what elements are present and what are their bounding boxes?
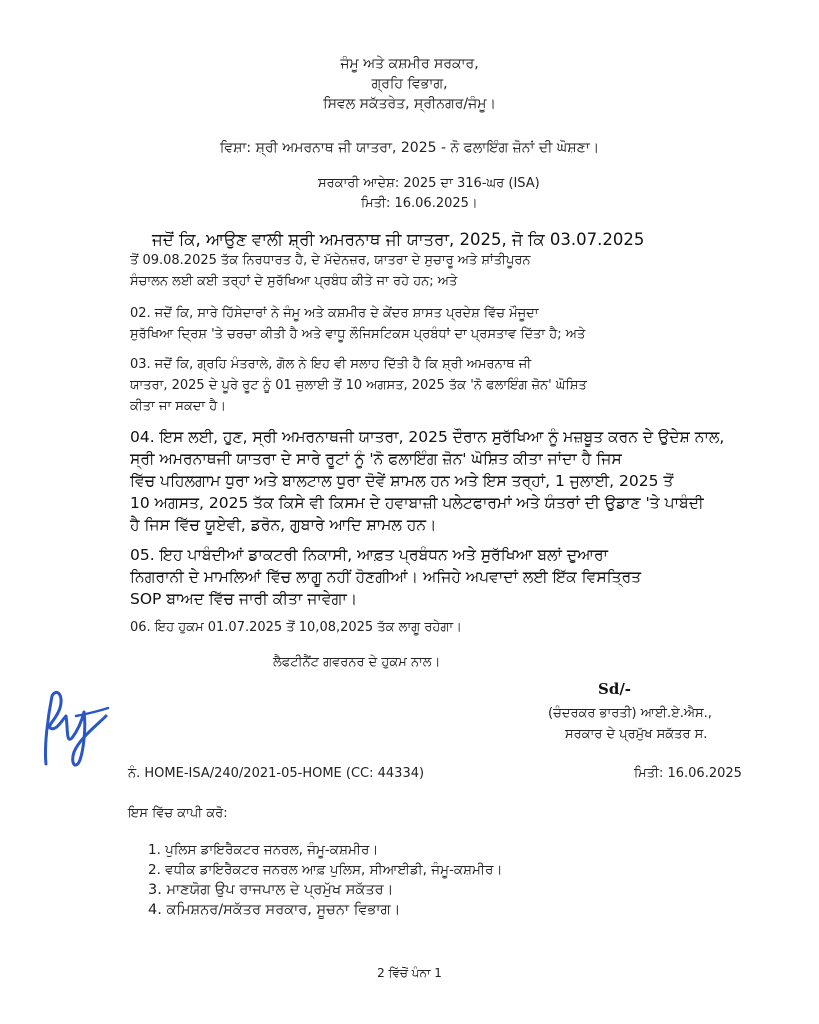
department-line-3: ਸਿਵਲ ਸਕੱਤਰੇਤ, ਸ੍ਰੀਨਗਰ/ਜੰਮੂ। [323,96,496,112]
reference-number: ਨੰ. HOME-ISA/240/2021-05-HOME (CC: 44334) [128,766,425,781]
paragraph-1-line: ਜਦੋਂ ਕਿ, ਆਉਣ ਵਾਲੀ ਸ਼੍ਰੀ ਅਮਰਨਾਥ ਜੀ ਯਾਤਰਾ, 2025, ਜੋ ਕਿ 03.07.2025 [152,230,645,249]
list-item: 3. ਮਾਣਯੋਗ ਉਪ ਰਾਜਪਾਲ ਦੇ ਪ੍ਰਮੁੱਖ ਸਕੱਤਰ। [148,882,394,898]
order-number: ਸਰਕਾਰੀ ਆਦੇਸ਼: 2025 ਦਾ 316-ਘਰ (ISA) [318,176,540,191]
department-line-2: ਗ੍ਰਹਿ ਵਿਭਾਗ, [371,76,448,92]
paragraph-1-line: ਸੰਚਾਲਨ ਲਈ ਕਈ ਤਰ੍ਹਾਂ ਦੇ ਸੁਰੱਖਿਆ ਪ੍ਰਬੰਧ ਕੀਤੇ ਜਾ ਰਹੇ ਹਨ; ਅਤੇ [130,274,458,289]
paragraph-5-line: 05. ਇਹ ਪਾਬੰਦੀਆਂ ਡਾਕਟਰੀ ਨਿਕਾਸੀ, ਆਫ਼ਤ ਪ੍ਰਬੰਧਨ ਅਤੇ ਸੁਰੱਖਿਆ ਬਲਾਂ ਦੁਆਰਾ [130,546,608,564]
paragraph-4-line: ਸ੍ਰੀ ਅਮਰਨਾਥਜੀ ਯਾਤਰਾ ਦੇ ਸਾਰੇ ਰੂਟਾਂ ਨੂੰ 'ਨੋ ਫਲਾਇੰਗ ਜ਼ੋਨ' ਘੋਸ਼ਿਤ ਕੀਤਾ ਜਾਂਦਾ ਹੈ ਜਿਸ [130,450,622,468]
department-line-1: ਜੰਮੂ ਅਤੇ ਕਸ਼ਮੀਰ ਸਰਕਾਰ, [340,56,479,72]
list-item: 2. ਵਧੀਕ ਡਾਇਰੈਕਟਰ ਜਨਰਲ ਆਫ਼ ਪੁਲਿਸ, ਸੀਆਈਡੀ, ਜੰਮੂ-ਕਸ਼ਮੀਰ। [148,862,503,878]
paragraph-2-line: ਸੁਰੱਖਿਆ ਦ੍ਰਿਸ਼ 'ਤੇ ਚਰਚਾ ਕੀਤੀ ਹੈ ਅਤੇ ਵਾਧੂ ਲੌਜਿਸਟਿਕਸ ਪ੍ਰਬੰਧਾਂ ਦਾ ਪ੍ਰਸਤਾਵ ਦਿੱਤਾ ਹੈ; ਅਤੇ [130,327,586,342]
order-date: ਮਿਤੀ: 16.06.2025। [361,196,478,211]
signed-mark: Sd/- [598,680,632,698]
signatory-name: (ਚੰਦਰਕਰ ਭਾਰਤੀ) ਆਈ.ਏ.ਐਸ., [548,706,712,721]
paragraph-6: 06. ਇਹ ਹੁਕਮ 01.07.2025 ਤੋਂ 10,08,2025 ਤੱਕ ਲਾਗੂ ਰਹੇਗਾ। [130,620,462,635]
copy-to-heading: ਇਸ ਵਿੱਚ ਕਾਪੀ ਕਰੋ: [128,806,228,821]
signatory-title: ਸਰਕਾਰ ਦੇ ਪ੍ਰਮੁੱਖ ਸਕੱਤਰ ਸ. [565,727,708,742]
list-item: 1. ਪੁਲਿਸ ਡਾਇਰੈਕਟਰ ਜਨਰਲ, ਜੰਮੂ-ਕਸ਼ਮੀਰ। [148,842,379,858]
paragraph-3-line: ਯਾਤਰਾ, 2025 ਦੇ ਪੂਰੇ ਰੂਟ ਨੂੰ 01 ਜੁਲਾਈ ਤੋਂ 10 ਅਗਸਤ, 2025 ਤੱਕ 'ਨੋ ਫਲਾਇੰਗ ਜ਼ੋਨ' ਘੋਸ਼ਿਤ [130,378,587,393]
paragraph-4-line: ਵਿੱਚ ਪਹਿਲਗਾਮ ਧੁਰਾ ਅਤੇ ਬਾਲਟਾਲ ਧੁਰਾ ਦੋਵੇਂ ਸ਼ਾਮਲ ਹਨ ਅਤੇ ਇਸ ਤਰ੍ਹਾਂ, 1 ਜੁਲਾਈ, 2025 ਤੋਂ [130,472,674,490]
reference-date: ਮਿਤੀ: 16.06.2025 [634,766,742,781]
paragraph-5-line: ਨਿਗਰਾਨੀ ਦੇ ਮਾਮਲਿਆਂ ਵਿੱਚ ਲਾਗੂ ਨਹੀਂ ਹੋਣਗੀਆਂ। ਅਜਿਹੇ ਅਪਵਾਦਾਂ ਲਈ ਇੱਕ ਵਿਸਤ੍ਰਿਤ [130,568,642,586]
page-footer: 2 ਵਿੱਚੋਂ ਪੰਨਾ 1 [377,966,442,980]
paragraph-3-line: 03. ਜਦੋਂ ਕਿ, ਗ੍ਰਹਿ ਮੰਤਰਾਲੇ, ਗੋਲ ਨੇ ਇਹ ਵੀ ਸਲਾਹ ਦਿੱਤੀ ਹੈ ਕਿ ਸ਼੍ਰੀ ਅਮਰਨਾਥ ਜੀ [130,357,532,372]
paragraph-3-line: ਕੀਤਾ ਜਾ ਸਕਦਾ ਹੈ। [130,399,227,414]
paragraph-2-line: 02. ਜਦੋਂ ਕਿ, ਸਾਰੇ ਹਿੱਸੇਦਾਰਾਂ ਨੇ ਜੰਮੂ ਅਤੇ ਕਸ਼ਮੀਰ ਦੇ ਕੇਂਦਰ ਸ਼ਾਸਤ ਪ੍ਰਦੇਸ਼ ਵਿੱਚ ਮੌਜੂਦਾ [130,306,539,321]
paragraph-4-line: ਹੈ ਜਿਸ ਵਿੱਚ ਯੂਏਵੀ, ਡਰੋਨ, ਗੁਬਾਰੇ ਆਦਿ ਸ਼ਾਮਲ ਹਨ। [130,516,437,534]
list-item: 4. ਕਮਿਸ਼ਨਰ/ਸਕੱਤਰ ਸਰਕਾਰ, ਸੂਚਨਾ ਵਿਭਾਗ। [148,902,401,918]
paragraph-4-line: 10 ਅਗਸਤ, 2025 ਤੱਕ ਕਿਸੇ ਵੀ ਕਿਸਮ ਦੇ ਹਵਾਬਾਜ਼ੀ ਪਲੇਟਫਾਰਮਾਂ ਅਤੇ ਯੰਤਰਾਂ ਦੀ ਉਡਾਣ 'ਤੇ ਪਾਬੰਦੀ [130,494,704,512]
copy-to-list [148,840,502,920]
subject-line: ਵਿਸ਼ਾ: ਸ਼੍ਰੀ ਅਮਰਨਾਥ ਜੀ ਯਾਤਰਾ, 2025 - ਨੋ ਫਲਾਇੰਗ ਜ਼ੋਨਾਂ ਦੀ ਘੋਸ਼ਣਾ। [219,140,600,156]
by-order-line: ਲੈਫਟੀਨੈਂਟ ਗਵਰਨਰ ਦੇ ਹੁਕਮ ਨਾਲ। [273,655,441,670]
paragraph-4-line: 04. ਇਸ ਲਈ, ਹੁਣ, ਸ੍ਰੀ ਅਮਰਨਾਥਜੀ ਯਾਤਰਾ, 2025 ਦੌਰਾਨ ਸੁਰੱਖਿਆ ਨੂੰ ਮਜ਼ਬੂਤ ਕਰਨ ਦੇ ਉਦੇਸ਼ ਨਾਲ, [130,428,725,446]
handwritten-signature [36,686,112,770]
paragraph-5-line: SOP ਬਾਅਦ ਵਿੱਚ ਜਾਰੀ ਕੀਤਾ ਜਾਵੇਗਾ। [130,590,358,608]
paragraph-1-line: ਤੋਂ 09.08.2025 ਤੱਕ ਨਿਰਧਾਰਤ ਹੈ, ਦੇ ਮੱਦੇਨਜ਼ਰ, ਯਾਤਰਾ ਦੇ ਸੁਚਾਰੂ ਅਤੇ ਸ਼ਾਂਤੀਪੂਰਨ [130,253,531,268]
